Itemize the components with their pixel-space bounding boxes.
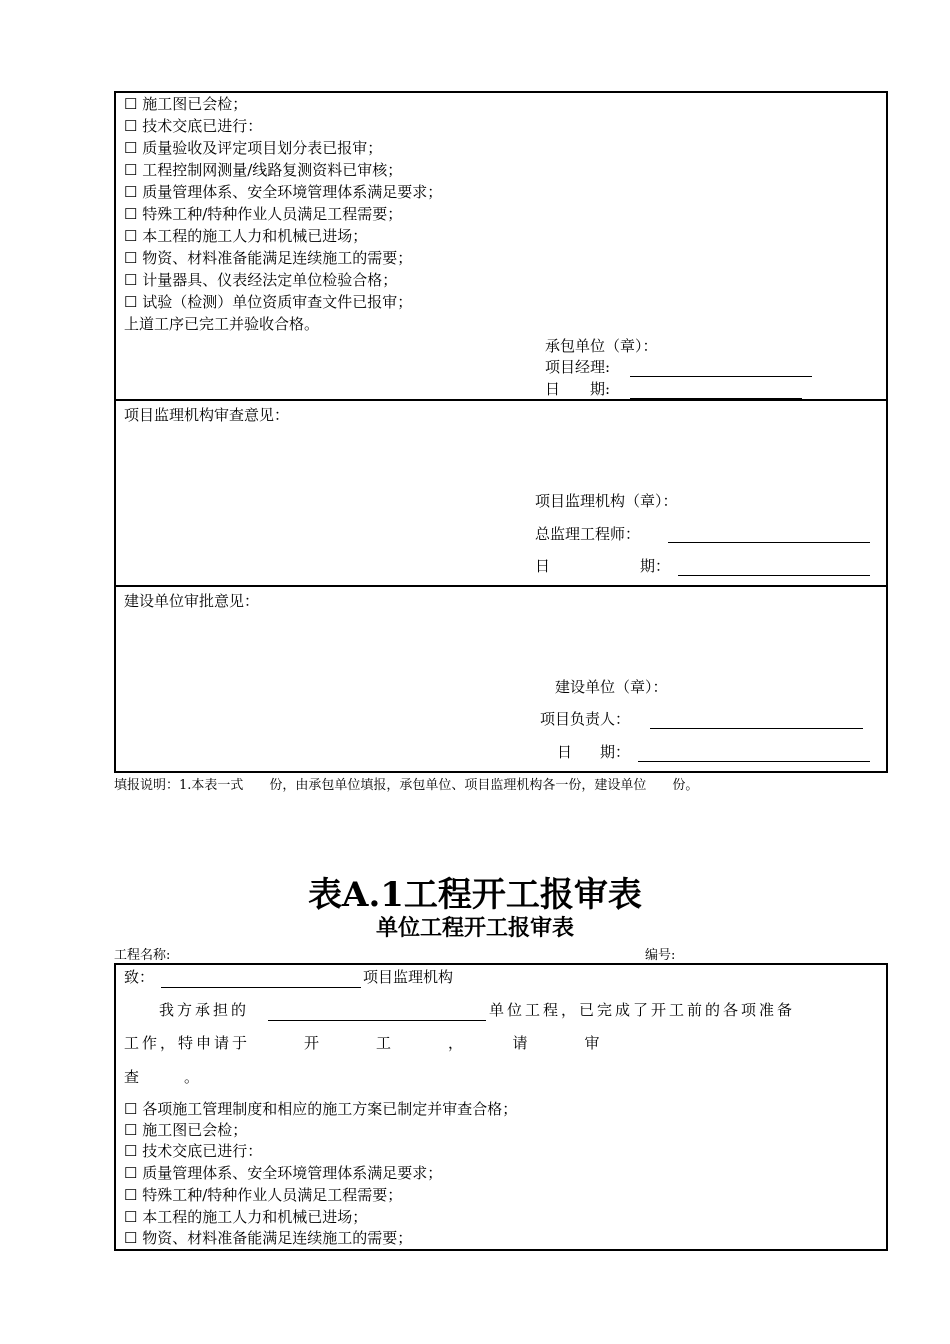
contractor-seal-label: 承包单位（章）： (545, 337, 658, 355)
checklist-item[interactable]: ☐ 质量管理体系、安全环境管理体系满足要求； (124, 183, 443, 201)
body-line1-b: 单位工程，已完成了开工前的各项准备 (489, 1001, 796, 1019)
owner-leader-label: 项目负责人： (540, 710, 631, 728)
form-subtitle: 单位工程开工报审表 (375, 916, 574, 941)
contractor-date-line[interactable] (630, 398, 802, 400)
owner-date-right: 期： (600, 743, 631, 761)
project-name-label: 工程名称: (114, 948, 171, 963)
checklist-item[interactable]: ☐ 各项施工管理制度和相应的施工方案已制定并审查合格； (124, 1100, 518, 1118)
supervision-seal-label: 项目监理机构（章）： (535, 492, 678, 510)
body-line3: 查 。 (124, 1068, 200, 1086)
checklist-item[interactable]: ☐ 本工程的施工人力和机械已进场； (124, 1208, 368, 1226)
checklist-item[interactable]: ☐ 技术交底已进行： (124, 117, 263, 135)
unit-project-fill-line[interactable] (268, 1020, 486, 1021)
checklist-item[interactable]: ☐ 质量验收及评定项目划分表已报审； (124, 139, 383, 157)
body-line2: 工作，特申请于 开 工 ， 请 审 (124, 1034, 603, 1052)
prev-process-text: 上道工序已完工并验收合格。 (124, 315, 320, 333)
project-manager-label: 项目经理: (545, 358, 611, 376)
owner-seal-label: 建设单位（章）： (555, 678, 668, 696)
owner-date-line[interactable] (638, 761, 870, 762)
to-suffix: 项目监理机构 (363, 968, 454, 986)
checklist-item[interactable]: ☐ 质量管理体系、安全环境管理体系满足要求； (124, 1164, 443, 1182)
to-fill-line[interactable] (161, 987, 361, 988)
number-label: 编号: (645, 948, 676, 963)
checklist-item[interactable]: ☐ 试验（检测）单位资质审查文件已报审； (124, 293, 413, 311)
fill-note: 填报说明：1.本表一式 份，由承包单位填报，承包单位、项目监理机构各一份，建设单位 份。 (114, 778, 699, 793)
owner-date-left: 日 (557, 743, 573, 761)
supervision-date-right: 期： (640, 557, 671, 575)
owner-leader-line[interactable] (650, 728, 863, 729)
body-line1-a: 我方承担的 (159, 1001, 250, 1019)
checklist-item[interactable]: ☐ 计量器具、仪表经法定单位检验合格； (124, 271, 398, 289)
chief-engineer-label: 总监理工程师： (535, 525, 641, 543)
checklist-item[interactable]: ☐ 物资、材料准备能满足连续施工的需要； (124, 249, 413, 267)
owner-opinion-label: 建设单位审批意见： (124, 592, 260, 610)
checklist-item[interactable]: ☐ 本工程的施工人力和机械已进场； (124, 227, 368, 245)
supervision-date-line[interactable] (678, 575, 870, 576)
checklist-item[interactable]: ☐ 特殊工种/特种作业人员满足工程需要； (124, 205, 403, 223)
checklist-item[interactable]: ☐ 工程控制网测量/线路复测资料已审核； (124, 161, 403, 179)
checklist-item[interactable]: ☐ 物资、材料准备能满足连续施工的需要； (124, 1229, 413, 1247)
checklist-item[interactable]: ☐ 特殊工种/特种作业人员满足工程需要； (124, 1186, 403, 1204)
upper-form-divider-2 (114, 585, 888, 587)
form-title: 表A.1工程开工报审表 (308, 875, 642, 915)
checklist-item[interactable]: ☐ 施工图已会检； (124, 1121, 248, 1139)
checklist-item[interactable]: ☐ 技术交底已进行： (124, 1142, 263, 1160)
contractor-date-label: 日 期: (545, 380, 611, 398)
checklist-item[interactable]: ☐ 施工图已会检； (124, 95, 248, 113)
project-manager-line[interactable] (630, 376, 812, 377)
to-label: 致： (124, 968, 155, 986)
supervision-date-left: 日 (535, 557, 551, 575)
chief-engineer-line[interactable] (668, 542, 870, 543)
supervision-opinion-label: 项目监理机构审查意见： (124, 406, 290, 424)
